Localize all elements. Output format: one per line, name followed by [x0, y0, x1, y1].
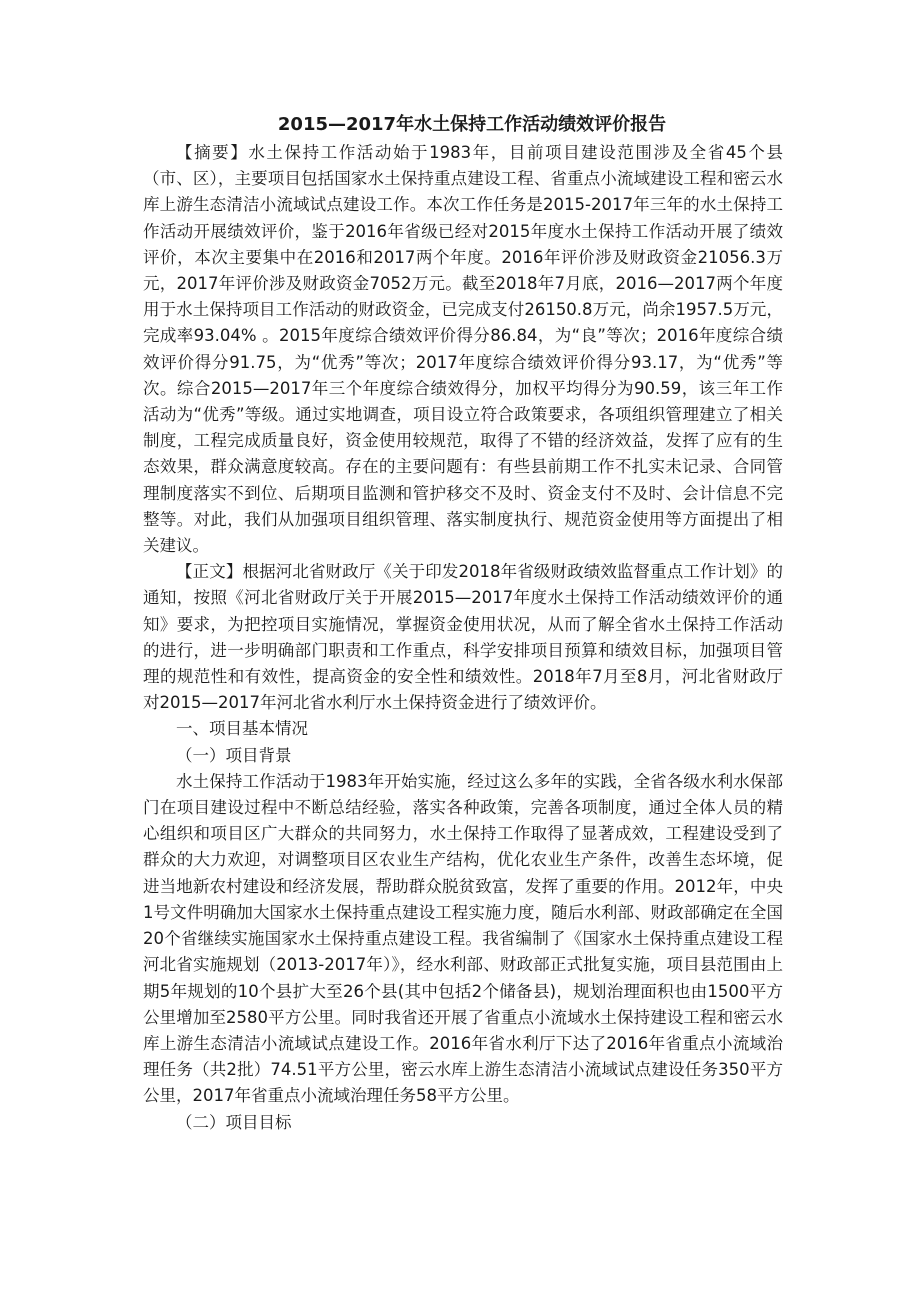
section-heading-basic-info: 一、项目基本情况: [176, 719, 308, 739]
background-paragraph: 水土保持工作活动于1983年开始实施，经过这么多年的实践，全省各级水利水保部门在项目建设过程中不断总结经验，落实各种政策，完善各项制度，通过全体人员的精心组织和项目区广大群众的共同努力，水土保持工作取得了显著成效，工程建设受到了群众的大力欢迎，对调整项目区农业生产结构，优化农业生产条件，改善生态坏境，促进当地新农村建设和经济发展，帮助群众脱贫致富，发挥了重要的作用。2012年，中央1号文件明确加大国家水土保持重点建设工程实施力度，随后水利部、财政部确定在全国20个省继续实施国家水土保持重点建设工程。我省编制了《国家水土保持重点建设工程河北省实施规划（2013-2017年）》，经水利部、财政部正式批复实施，项目县范围由上期5年规划的10个县扩大至26个县(其中包括2个储备县)，规划治理面积也由1500平方公里增加至2580平方公里。同时我省还开展了省重点小流域水土保持建设工程和密云水库上游生态清洁小流域试点建设工作。2016年省水利厅下达了2016年省重点小流域治理任务（共2批）74.51平方公里，密云水库上游生态清洁小流域试点建设任务350平方公里，2017年省重点小流域治理任务58平方公里。: [143, 771, 783, 1106]
subsection-heading-goals: （二）项目目标: [176, 1112, 292, 1132]
abstract-paragraph: 【摘要】水土保持工作活动始于1983年，目前项目建设范围涉及全省45个县（市、区），主要项目包括国家水土保持重点建设工程、省重点小流域建设工程和密云水库上游生态清洁小流域试点建设工作。本次工作任务是2015-2017年三年的水土保持工作活动开展绩效评价，鉴于2016年省级已经对2015年度水土保持工作活动开展了绩效评价，本次主要集中在2016和2017两个年度。2016年评价涉及财政资金21056.3万元，2017年评价涉及财政资金7052万元。截至2018年7月底，2016—2017两个年度用于水土保持项目工作活动的财政资金，已完成支付26150.8万元，尚余1957.5万元，完成率93.04% 。2015年度综合绩效评价得分86.84，为“良”等次；2016年度综合绩效评价得分91.75，为“优秀”等次；2017年度综合绩效评价得分93.17，为“优秀”等次。综合2015—2017年三个年度综合绩效得分，加权平均得分为90.59，该三年工作活动为“优秀”等级。通过实地调查，项目设立符合政策要求，各项组织管理建立了相关制度，工程完成质量良好，资金使用较规范，取得了不错的经济效益，发挥了应有的生态效果，群众满意度较高。存在的主要问题有：有些县前期工作不扎实未记录、合同管理制度落实不到位、后期项目监测和管护移交不及时、资金支付不及时、会计信息不完整等。对此，我们从加强项目组织管理、落实制度执行、规范资金使用等方面提出了相关建议。: [143, 143, 783, 556]
subsection-heading-background: （一）项目背景: [176, 745, 292, 765]
body-intro-paragraph: 【正文】根据河北省财政厅《关于印发2018年省级财政绩效监督重点工作计划》的通知，按照《河北省财政厅关于开展2015—2017年度水土保持工作活动绩效评价的通知》要求，为把控项目实施情况，掌握资金使用状况，从而了解全省水土保持工作活动的进行，进一步明确部门职责和工作重点，科学安排项目预算和绩效目标，加强项目管理的规范性和有效性，提高资金的安全性和绩效性。2018年7月至8月，河北省财政厅对2015—2017年河北省水利厅水土保持资金进行了绩效评价。: [143, 562, 783, 713]
document-title: 2015—2017年水土保持工作活动绩效评价报告: [277, 114, 667, 135]
document-page: [143, 110, 783, 1136]
